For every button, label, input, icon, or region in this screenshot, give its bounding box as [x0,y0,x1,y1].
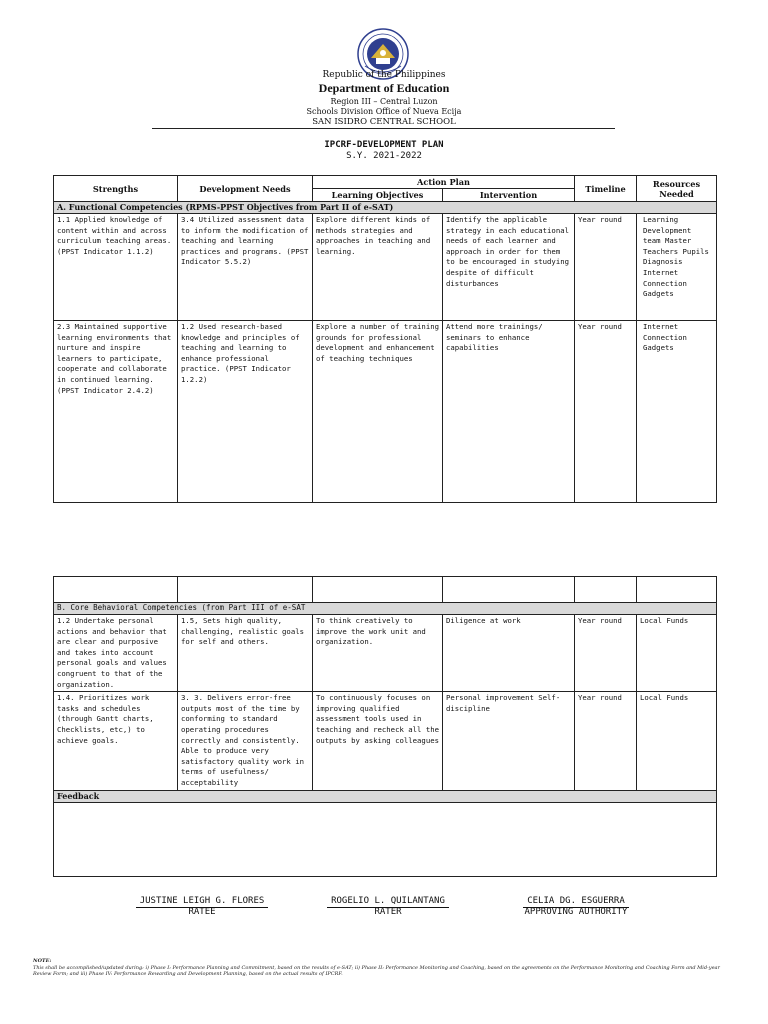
school-name: SAN ISIDRO CENTRAL SCHOOL [312,117,456,127]
signature-ratee [112,896,292,917]
header-strengths: Strengths [54,176,178,202]
signature-rater [300,896,476,917]
note-label: NOTE: [33,958,52,964]
cell-intervention: Diligence at work [443,615,575,692]
cell-intervention: Identify the applicable strategy in each educational needs of each learner and approach in order for them to be encouraged in studying despite of difficult disturbances [443,214,575,321]
feedback-area [54,802,717,876]
cell-strength: 1.2 Undertake personal actions and behavior that are clear and purposive and takes into account personal goals and values congruent to that of the organization. [54,615,178,692]
table-row [54,321,717,503]
signature-approving-authority [486,896,666,917]
cell-timeline: Year round [575,615,637,692]
department-name: Department of Education [318,81,450,95]
cell-development-need: 3.4 Utilized assessment data to inform the modification of teaching and learning practices and programs. (PPST Indicator 5.5.2) [178,214,313,321]
cell-resources: Learning Development team Master Teachers Pupils Diagnosis Internet Connection Gadgets [637,214,717,321]
cell-timeline: Year round [575,321,637,503]
header-action-plan: Action Plan [313,176,575,189]
header-divider [152,128,615,129]
section-functional-competencies: A. Functional Competencies (RPMS-PPST Objectives from Part II of e-SAT) [54,202,717,214]
cell-resources: Local Funds [637,692,717,790]
section-core-behavioral-competencies: B. Core Behavioral Competencies (from Part III of e-SAT [54,603,717,615]
cell-development-need: 1.2 Used research-based knowledge and principles of teaching and learning to enhance professional practice. (PPST Indicator 1.2.2) [178,321,313,503]
region-line: Region III – Central Luzon [330,97,438,106]
cell-learning-objective: To continuously focuses on improving qualified assessment tools used in teaching and recheck all the outputs by asking colleagues [313,692,443,790]
cell-strength: 2.3 Maintained supportive learning environments that nurture and inspire learners to participate, cooperate and collaborate in continued learning. (PPST Indicator 2.4.2) [54,321,178,503]
cell-resources: Local Funds [637,615,717,692]
note-text: This shall be accomplished/updated during: i) Phase I: Performance Planning and Commitment, based on the results of e-SAT; ii) Phase II: Performance Monitoring and Coaching, based on the agreements on the Performance Monitoring and Coaching Form and Mid-year Review Form; and iii) Phase IV: Performance Rewarding and Development Planning, based on the actual results of IPCRF. [33,964,720,977]
header-intervention: Intervention [443,189,575,202]
footnote [33,958,723,978]
header-development-needs: Development Needs [178,176,313,202]
rater-role: RATER [374,907,402,917]
approver-name: CELIA DG. ESGUERRA [523,896,629,908]
header-learning-objectives: Learning Objectives [313,189,443,202]
table-row [54,214,717,321]
header-resources: Resources Needed [637,176,717,202]
cell-timeline: Year round [575,692,637,790]
division-line: Schools Division Office of Nueva Ecija [306,107,462,116]
cell-learning-objective: Explore different kinds of methods strategies and approaches in teaching and learning. [313,214,443,321]
cell-intervention: Attend more trainings/ seminars to enhance capabilities [443,321,575,503]
core-competencies-table [53,576,717,877]
approver-role: APPROVING AUTHORITY [524,907,628,917]
cell-resources: Internet Connection Gadgets [637,321,717,503]
rater-name: ROGELIO L. QUILANTANG [327,896,449,908]
header-timeline: Timeline [575,176,637,202]
cell-learning-objective: Explore a number of training grounds for professional development and enhancement of teaching techniques [313,321,443,503]
cell-strength: 1.4. Prioritizes work tasks and schedules (through Gantt charts, Checklists, etc,) to achieve goals. [54,692,178,790]
cell-development-need: 1.5, Sets high quality, challenging, realistic goals for self and others. [178,615,313,692]
republic-line: Republic of the Philippines [322,70,446,80]
ratee-name: JUSTINE LEIGH G. FLORES [136,896,269,908]
cell-development-need: 3. 3. Delivers error-free outputs most of the time by conforming to standard operating procedures correctly and consistently. Able to produce very satisfactory quality work in terms of usefulness/ acceptability [178,692,313,790]
document-title: IPCRF-DEVELOPMENT PLAN [324,140,444,150]
cell-learning-objective: To think creatively to improve the work unit and organization. [313,615,443,692]
blank-row [54,577,717,603]
table-row [54,615,717,692]
ratee-role: RATEE [188,907,216,917]
cell-intervention: Personal improvement Self-discipline [443,692,575,790]
cell-strength: 1.1 Applied knowledge of content within and across curriculum teaching areas. (PPST Indicator 1.1.2) [54,214,178,321]
development-plan-table [53,175,717,503]
table-row [54,692,717,790]
feedback-label: Feedback [54,790,717,802]
cell-timeline: Year round [575,214,637,321]
school-year: S.Y. 2021-2022 [346,151,422,161]
